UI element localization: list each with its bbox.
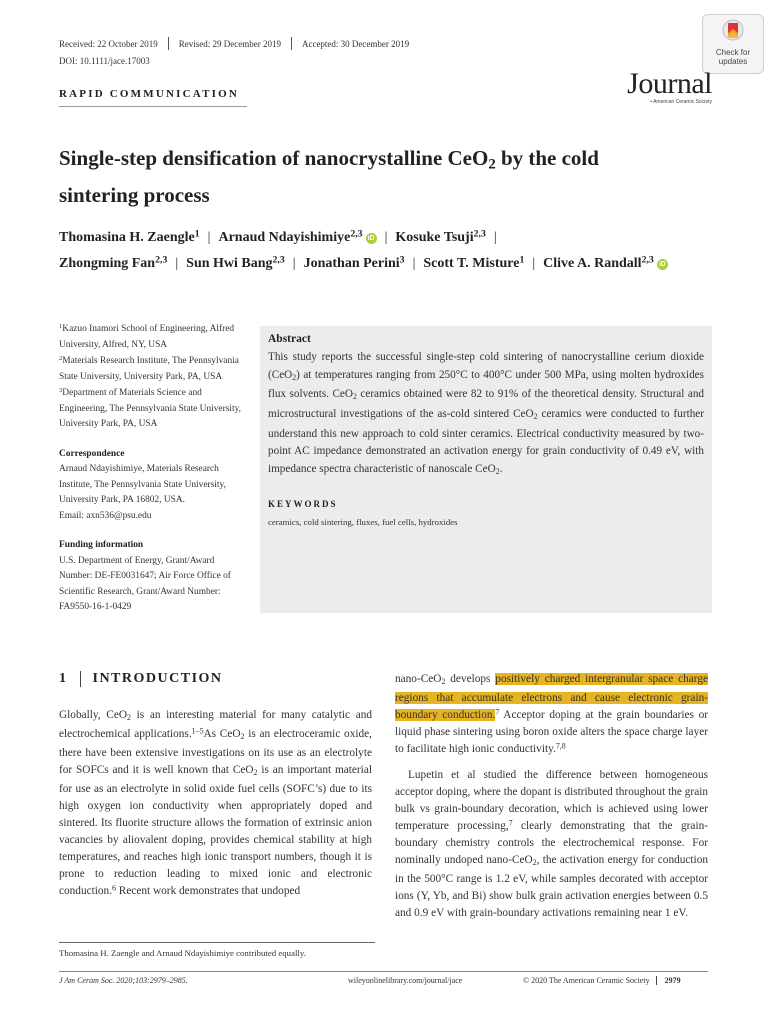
intro-paragraph-continued: nano-CeO$_2$ develops positively charged intergranular space charge regions that accumulate electrons and cause electronic grain-boundary conduction.$^7$ Acceptor doping at the grain boundaries or liquid phase sintering using boron oxide alters the space charge layer to facilitate high ionic conductivity.$^{7,8}$: [395, 673, 708, 755]
footnote: Thomasina H. Zaengle and Arnaud Ndayishimiye contributed equally.: [59, 948, 306, 958]
citation-link[interactable]: 1–5: [191, 726, 204, 736]
abstract-box: [260, 326, 712, 613]
body-column-left: [59, 707, 372, 900]
correspondence-heading: Correspondence: [59, 448, 125, 459]
footnote-rule: [59, 942, 375, 943]
intro-paragraph-2: Lupetin et al studied the difference between homogeneous acceptor doping, where the dopant is distributed throughout the grain bulk vs grain-boundary decoration, which is achieved using lower temperature processing,$^7$ clearly demonstrating that the grain-boundary chemistry controls the electrochemical response. For nominally undoped nano-CeO$_2$, the activation energy for conduction in the 500°C range is 1.2 eV, while samples decorated with acceptor ions (Y, Yb, and Bi) show bulk grain activation energies between 0.5 and 0.9 eV with grain-boundary activations remaining near 1 eV.: [395, 768, 708, 919]
section-number: 1: [59, 671, 68, 686]
accepted-date: Accepted: 30 December 2019: [301, 38, 410, 49]
citation-link[interactable]: 7,8: [555, 741, 566, 751]
date-divider: [168, 37, 169, 50]
author-name[interactable]: Arnaud Ndayishimiye$^{2,3}$: [218, 228, 363, 245]
abstract-heading: Abstract: [268, 333, 311, 345]
highlighted-text[interactable]: positively charged intergranular space charge regions that accumulate electrons and cause electronic grain-boundary conduction.: [395, 673, 708, 721]
footer-rule: [59, 971, 708, 972]
date-divider: [291, 37, 292, 50]
orcid-icon[interactable]: iD: [658, 261, 666, 268]
section-title: INTRODUCTION: [92, 671, 223, 686]
revised-date: Revised: 29 December 2019: [178, 38, 281, 49]
page-number: 2979: [656, 976, 681, 985]
check-for-updates-badge[interactable]: [702, 14, 764, 74]
footer-citation: J Am Ceram Soc. 2020;103:2979–2985.: [59, 976, 188, 985]
footer-copyright: © 2020 The American Ceramic Society 2979: [523, 976, 681, 985]
keywords-text: ceramics, cold sintering, fluxes, fuel cells, hydroxides: [268, 516, 458, 527]
article-title: Single-step densification of nanocrystalline CeO$_2$ by the cold sintering process: [59, 146, 599, 207]
footer-url[interactable]: wileyonlinelibrary.com/journal/jace: [348, 976, 463, 985]
funding-heading: Funding information: [59, 540, 144, 550]
intro-heading: [59, 671, 223, 687]
author-name[interactable]: Sun Hwi Bang$^{2,3}$: [186, 254, 285, 271]
doi[interactable]: DOI: 10.1111/jace.17003: [59, 56, 150, 66]
funding-text: U.S. Department of Energy, Grant/Award Number: DE-FE0031647; Air Force Office of Scientific Research, Grant/Award Number: FA9550-16-1-0429: [59, 555, 231, 612]
author-list: Thomasina H. Zaengle$^1$ | Arnaud Ndayishimiye$^{2,3}$ iD | Kosuke Tsuji$^{2,3}$ | Zhongming Fan$^{2,3}$ | Sun Hwi Bang$^{2,3}$ | Jonathan Perini$^3$ | Scott T. Misture$^1$ | Clive A. Randall$^{2,3}$ iD: [59, 228, 666, 271]
author-name[interactable]: Scott T. Misture$^1$: [423, 254, 525, 271]
author-name[interactable]: Clive A. Randall$^{2,3}$: [543, 254, 654, 271]
crossmark-label-line2: updates: [718, 57, 748, 66]
journal-logo: [620, 67, 712, 105]
crossmark-icon: [703, 19, 763, 48]
author-name[interactable]: Zhongming Fan$^{2,3}$: [59, 254, 168, 271]
author-name[interactable]: Jonathan Perini$^3$: [303, 254, 405, 271]
body-column-right: [395, 671, 708, 933]
affiliations-column: [59, 322, 244, 616]
citation-link[interactable]: 7: [508, 818, 513, 828]
dates-line: [59, 37, 409, 50]
keywords-heading: KEYWORDS: [268, 498, 338, 509]
crossmark-label-line1: Check for: [715, 48, 751, 57]
section-divider: [80, 671, 81, 687]
journal-logo-society: • American Ceramic Society: [650, 99, 712, 105]
author-name[interactable]: Kosuke Tsuji$^{2,3}$: [395, 228, 486, 245]
section-rule: [59, 106, 247, 107]
affiliation-item: $^2$Materials Research Institute, The Pennsylvania State University, University Park, PA, USA: [59, 355, 239, 382]
citation-link[interactable]: 7: [495, 707, 500, 717]
correspondence-text: Arnaud Ndayishimiye, Materials Research Institute, The Pennsylvania State University, University Park, PA 16802, USA.: [59, 464, 226, 505]
section-label: RAPID COMMUNICATION: [59, 88, 240, 100]
abstract-text: This study reports the successful single-step cold sintering of nanocrystalline cerium dioxide (CeO$_2$) at temperatures ranging from 250°C to 400°C under 500 MPa, using molten hydroxides flux solvents. CeO$_2$ ceramics obtained were 82 to 91% of the theoretical density. Structural and microstructural investigations of the as-cold sintered CeO$_2$ ceramics were conducted to further understand this new approach to cold sinter ceramics. Electrical conductivity measured by two-point AC impedance demonstrated an activation energy for grain conductivity of 0.49 eV, with impedance spectra characteristic of nanoscale CeO$_2$.: [268, 351, 705, 477]
orcid-icon[interactable]: iD: [367, 235, 375, 242]
received-date: Received: 22 October 2019: [59, 38, 158, 49]
correspondence-email[interactable]: Email: axn536@psu.edu: [59, 510, 152, 521]
citation-link[interactable]: 6: [112, 883, 116, 893]
affiliation-item: $^1$Kazuo Inamori School of Engineering, Alfred University, Alfred, NY, USA: [59, 323, 235, 350]
intro-paragraph: Globally, CeO$_2$ is an interesting material for many catalytic and electrochemical applications.$^{1-5}$As CeO$_2$ is an electroceramic oxide, there have been extensive investigations on its use as an electrolyte for SOFCs and it is well known that CeO$_2$ is an important material for use as an electrolyte in solid oxide fuel cells (SOFC’s) due to its high oxygen ion conductivity when appropriately doped and sintered. Its fluorite structure allows the formation of extrinsic anion vacancies by aliovalent doping, provides chemical stability at high temperatures, and reaches high ionic transport numbers, though it is prone to reduction leading to mixed ionic and electronic conduction.$^6$ Recent work demonstrates that undoped: [59, 709, 373, 897]
author-name[interactable]: Thomasina H. Zaengle$^1$: [59, 228, 200, 245]
journal-logo-word: Journal: [627, 67, 712, 100]
affiliation-item: $^3$Department of Materials Science and Engineering, The Pennsylvania State University, University Park, PA, USA: [59, 387, 241, 429]
